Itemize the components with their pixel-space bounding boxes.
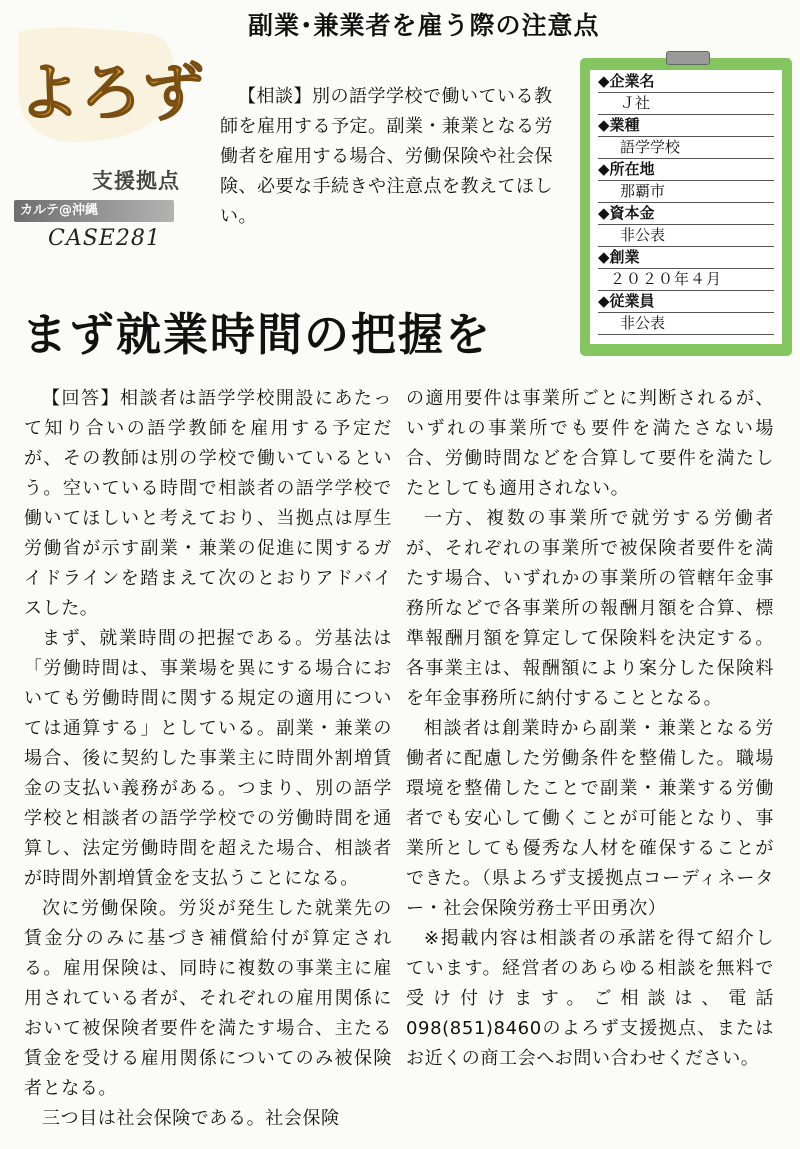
profile-value-founded: ２０２０年４月 xyxy=(598,269,774,291)
answer-paragraph: 三つ目は社会保険である。社会保険 xyxy=(42,1108,340,1129)
profile-value-company: Ｊ社 xyxy=(598,93,774,115)
answer-paragraph: 【回答】相談者は語学学校開設にあたって知り合いの語学教師を雇用する予定だが、その教師は別の学校で働いているという。空いている時間で相談者の語学学校で働いてほしいと考えており、当拠点は厚生労働省が示す副業・兼業の促進に関するガイドラインを踏まえて次のとおりアドバイスした。 xyxy=(24,388,392,619)
logo-bar: カルテ@沖縄 xyxy=(14,200,174,222)
company-profile-card xyxy=(580,58,792,356)
main-title: まず就業時間の把握を xyxy=(22,308,493,361)
answer-column-right xyxy=(406,384,774,1074)
answer-column-left xyxy=(24,384,392,1134)
profile-value-employees: 非公表 xyxy=(598,313,774,335)
answer-paragraph: ※掲載内容は相談者の承諾を得て紹介しています。経営者のあらゆる相談を無料で受け付けます。ご相談は、電話098(851)8460のよろず支援拠点、またはお近くの商工会へお問い合わせください。 xyxy=(406,928,774,1069)
profile-label-industry: ◆業種 xyxy=(598,115,774,137)
profile-label-capital: ◆資本金 xyxy=(598,203,774,225)
profile-label-founded: ◆創業 xyxy=(598,247,774,269)
logo-wordmark: よろず xyxy=(18,56,205,129)
yorozu-logo xyxy=(10,22,205,218)
profile-value-capital: 非公表 xyxy=(598,225,774,247)
answer-paragraph: の適用要件は事業所ごとに判断されるが、いずれの事業所でも要件を満たさない場合、労働時間などを合算して要件を満たしたとしても適用されない。 xyxy=(406,388,774,499)
answer-paragraph: 一方、複数の事業所で就労する労働者が、それぞれの事業所で被保険者要件を満たす場合、いずれかの事業所の管轄年金事務所などで各事業所の報酬月額を合算、標準報酬月額を算定して保険料を決定する。各事業主は、報酬額により案分した保険料を年金事務所に納付することとなる。 xyxy=(406,508,774,709)
article-headline: 副業･兼業者を雇う際の注意点 xyxy=(248,11,600,40)
logo-subtitle: 支援拠点 xyxy=(92,169,180,193)
answer-paragraph: 相談者は創業時から副業・兼業となる労働者に配慮した労働条件を整備した。職場環境を整備したことで副業・兼業する労働者でも安心して働くことが可能となり、事業所としても優秀な人材を確保することができた。（県よろず支援拠点コーディネーター・社会保険労務士平田勇次） xyxy=(406,718,774,919)
consultation-question: 【相談】別の語学学校で働いている教師を雇用する予定。副業・兼業となる労働者を雇用する場合、労働保険や社会保険、必要な手続きや注意点を教えてほしい。 xyxy=(220,86,553,227)
profile-label-company: ◆企業名 xyxy=(598,71,774,93)
profile-value-industry: 語学学校 xyxy=(598,137,774,159)
clipboard-clip-icon xyxy=(666,51,710,65)
answer-paragraph: 次に労働保険。労災が発生した就業先の賃金分のみに基づき補償給付が算定される。雇用保険は、同時に複数の事業主に雇用されている者が、それぞれの雇用関係において被保険者要件を満たす場合、主たる賃金を受ける雇用関係についてのみ被保険者となる。 xyxy=(24,898,392,1099)
profile-value-location: 那覇市 xyxy=(598,181,774,203)
case-number: CASE281 xyxy=(48,226,161,251)
profile-label-employees: ◆従業員 xyxy=(598,291,774,313)
answer-paragraph: まず、就業時間の把握である。労基法は「労働時間は、事業場を異にする場合においても労働時間に関する規定の適用については通算する」としている。副業・兼業の場合、後に契約した事業主に時間外割増賃金の支払い義務がある。つまり、別の語学学校と相談者の語学学校での労働時間を通算し、法定労働時間を超えた場合、相談者が時間外割増賃金を支払うことになる。 xyxy=(24,628,392,889)
logo-emblem xyxy=(12,22,205,150)
profile-sheet xyxy=(590,70,782,344)
profile-label-location: ◆所在地 xyxy=(598,159,774,181)
